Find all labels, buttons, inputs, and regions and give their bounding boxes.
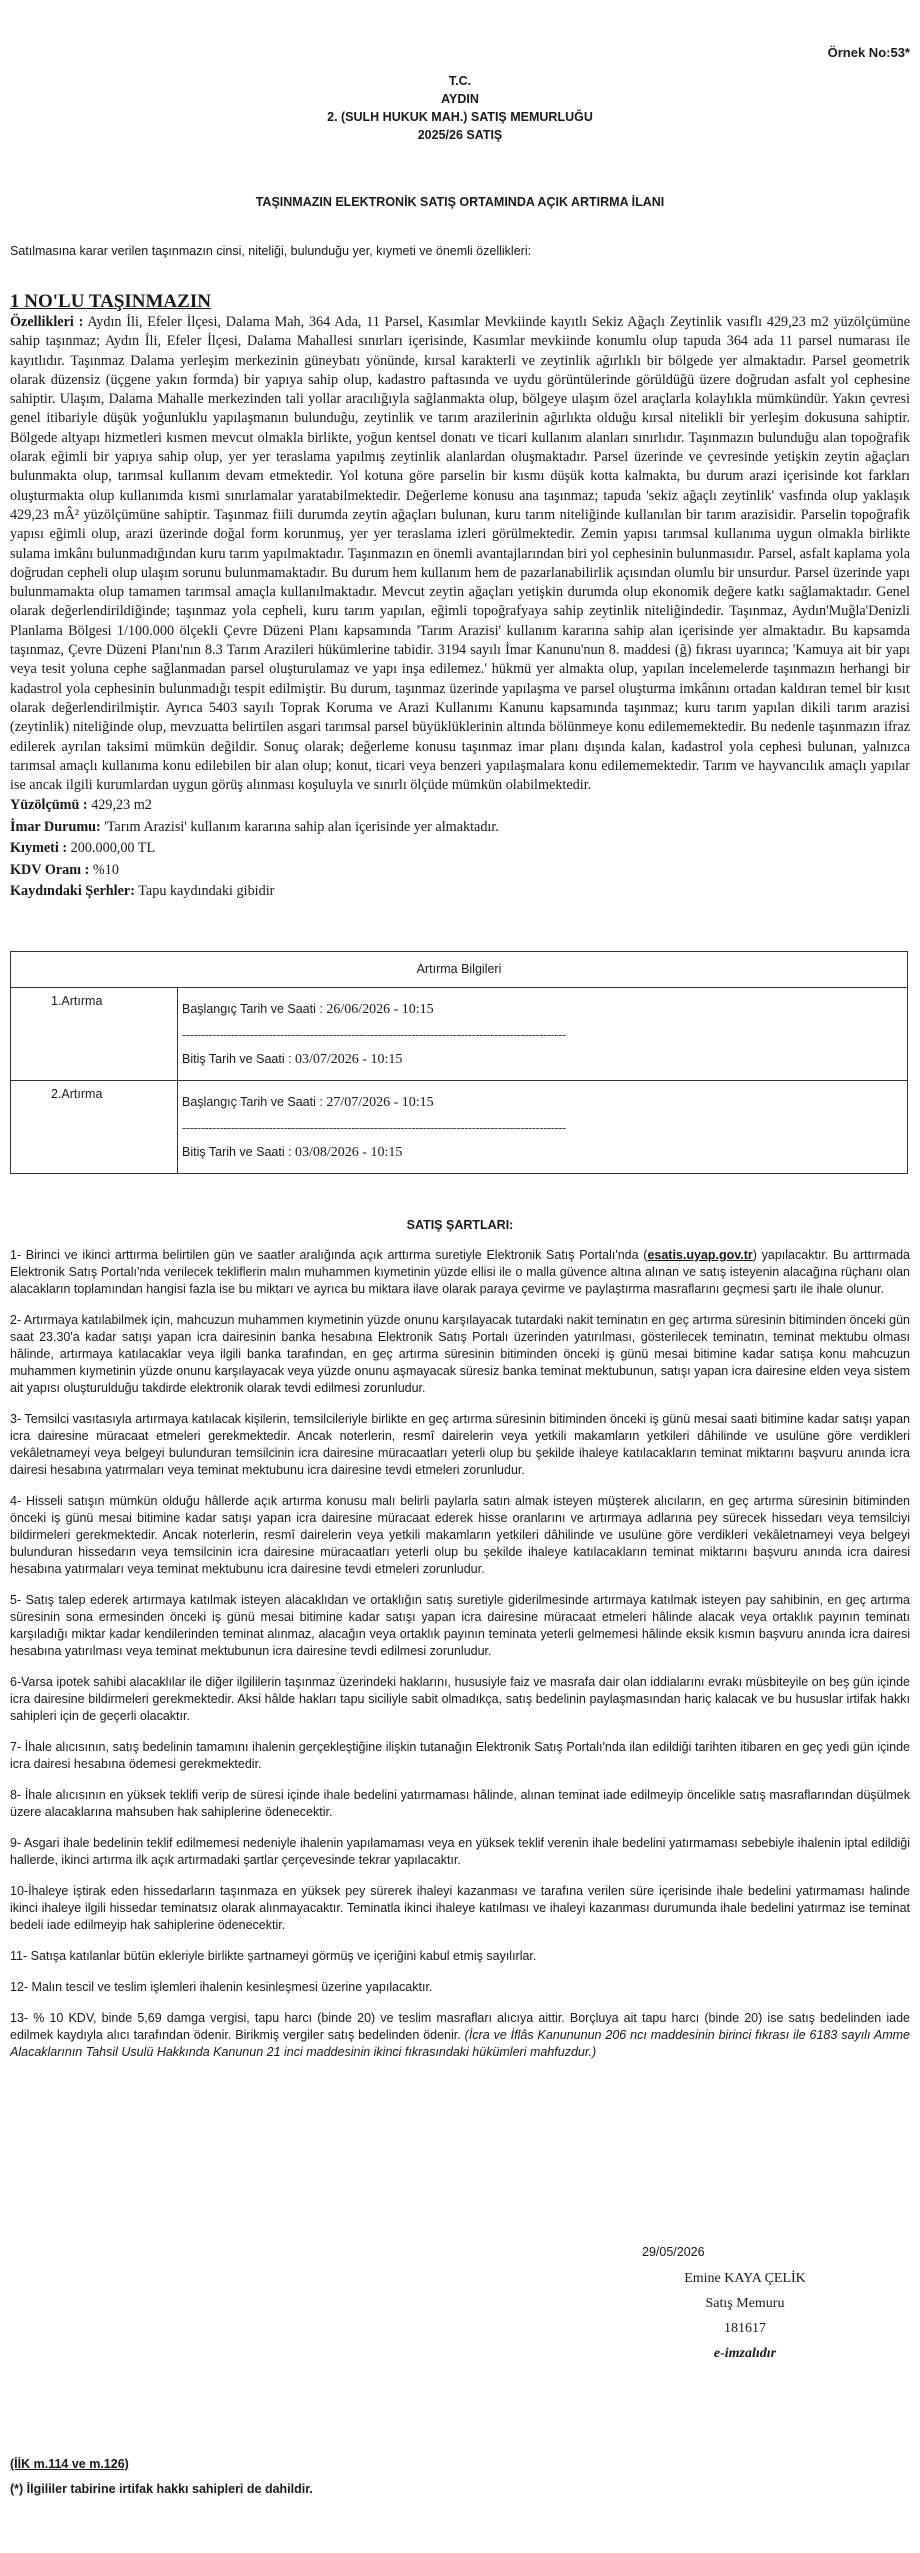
table-row (11, 987, 908, 1080)
signer-number: 181617 (724, 2321, 766, 2336)
end-date-1: 03/07/2026 - 10:15 (295, 1051, 403, 1067)
header-case-number: 2025/26 SATIŞ (417, 128, 503, 142)
start-date-2: 27/07/2026 - 10:15 (326, 1094, 434, 1110)
term-9: 9- Asgari ihale bedelinin teklif edilmemesi nedeniyle ihalenin yapılamaması veya en yüksek teklif verenin ihale bedelini yatırmaması sebebiyle ihalenin iptal edildiği hallerde, ikinci artırma ilk açık artırmadaki şartlar çerçevesinde tekrar yapılacaktır. (10, 1835, 910, 1867)
term-2: 2- Artırmaya katılabilmek için, mahcuzun muhammen kıymetinin yüzde onunu karşılayacak tutardaki nakit teminatın en geç artırma süresinin bitiminden önceki gün saat 23.30'a kadar satışı yapan icra dairesinin banka hesabına Elektronik Satış Portalı üzerinden yatırılması, gösterilecek teminatın, teminat mektubu olması hâlinde, artırmaya katılacaklar veya ilgili banka tarafından, en geç artırma süresinin bitiminden önceki iş günü mesai bitimine kadar satışa konu mahcuzun muhammen kıymetinin yüzde onunu karşılayacak veya yüzde onunu aşmayacak süresiz banka teminat mektubunun, satışı yapan icra dairesine elden veya sistem ait yapısı oluşturulduğu takdirde elektronik olarak tevdi edilmesi zorunludur. (10, 1312, 910, 1395)
divider: ------------------------------------------------------------------------------------------------------ (182, 1120, 566, 1135)
vat-label: KDV Oranı : (10, 861, 90, 878)
header-republic: T.C. (448, 74, 472, 88)
footnote: (*) İlgililer tabirine irtifak hakkı sahipleri de dahildir. (10, 2482, 313, 2496)
document-header (10, 0, 910, 144)
auction-table (10, 951, 908, 1174)
features-label: Özellikleri : (10, 314, 84, 330)
lot-features (10, 313, 910, 795)
intro-text: Satılmasına karar verilen taşınmazın cinsi, niteliği, bulunduğu yer, kıymeti ve önemli özellikleri: (10, 244, 532, 258)
term-7: 7- İhale alıcısının, satış bedelinin tamamını ihalenin gerçekleştiğine ilişkin tutanağın Elektronik Satış Portalı'nda ilan edildiği tarihten itibaren en geç yedi gün içinde icra dairesi hesabına ödemesi gerekmektedir. (10, 1739, 910, 1771)
term-1-text-end: ) yapılacaktır. Bu arttırmada Elektronik Satış Portalı'nda verilecek tekliflerin malın muhammen kıymetinin yüzde ellisi ile o malla güvence altına alınan ve satış isteyenin alacağına rüçhanı olan alacakların toplamından hangisi fazla ise bu miktarı ve ayrıca bu miktara ilave olarak paraya çevirme ve paylaştırma masraflarını geçmesi şartı ile ihale olunur. (10, 1247, 910, 1296)
encumbrance-label: Kaydındaki Şerhler: (10, 883, 135, 900)
auction-label-2: 2.Artırma (11, 1080, 178, 1173)
auction-dates-1 (178, 987, 908, 1080)
document-title: TAŞINMAZIN ELEKTRONİK SATIŞ ORTAMINDA AÇIK ARTIRMA İLANI (255, 195, 665, 209)
terms-list (10, 1247, 910, 2061)
term-13-legal-note: (İcra ve İflâs Kanununun 206 ncı maddesinin birinci fıkrası ile 6183 sayılı Amme Alacaklarının Tahsil Usulü Hakkında Kanunun 21 inci maddesinin ikinci fıkrasındaki hükümleri mahfuzdur.) (10, 2027, 910, 2059)
terms-title: SATIŞ ŞARTLARI: (406, 1217, 514, 1232)
term-4: 4- Hisseli satışın mümkün olduğu hâllerde açık artırma konusu malı belirli paylarla satın almak isteyen müşterek alıcıların, en geç artırma süresinin bitiminden önceki iş günü mesai bitimine kadar satışı yapan icra dairesine müracaat ederek hisse oranlarını ve artırmaya adlarına pey sürecek hissedarı veya temsilciyi bildirmeleri gerekmektedir. Ancak noterlerin, resmî dairelerin veya yetkili makamların yetkileri dâhilinde ve usulüne göre verdikleri vekâletnameyi veya belgeyi bulunduran hissedarın veya temsilcinin icra dairesine müracaatları yeterli olup bu şekilde ihaleye katılacakların teminat miktarını başvuru anında icra dairesi hesabına yatırmaları veya teminat mektubunu icra dairesine tevdi etmeleri zorunludur. (10, 1493, 910, 1576)
header-office: 2. (SULH HUKUK MAH.) SATIŞ MEMURLUĞU (327, 110, 593, 124)
area-value: 429,23 m2 (91, 797, 152, 814)
auction-table-header: Artırma Bilgileri (11, 951, 908, 987)
lot-value (10, 838, 910, 860)
legal-reference: (İİK m.114 ve m.126) (10, 2457, 129, 2471)
table-row (11, 1080, 908, 1173)
term-6: 6-Varsa ipotek sahibi alacaklılar ile diğer ilgililerin taşınmaz üzerindeki haklarını, hususiyle faiz ve masrafa dair olan iddialarını evrakı müsbiteyile on beş gün içinde icra dairesine bildirmeleri gerekmektedir. Aksi hâlde hakları tapu siciliyle sabit olmadıkça, satış bedelinin paylaşmasından hariç kalacak ve bu hususlar irtifak hakkı sahipleri için de geçerli olacaktır. (10, 1674, 910, 1723)
start-date-1: 26/06/2026 - 10:15 (326, 1001, 434, 1017)
term-8: 8- İhale alıcısının en yüksek teklifi verip de süresi içinde ihale bedelini yatırmaması hâlinde, alınan teminat iade edilmeyip öncelikle satış masraflarından düşülmek üzere alacaklarına mahsuben hak sahiplerine ödenecektir. (10, 1787, 910, 1819)
header-city: AYDIN (441, 92, 479, 106)
signer-name: Emine KAYA ÇELİK (684, 2271, 806, 2286)
term-1 (10, 1247, 910, 1298)
term-1-text-start: 1- Birinci ve ikinci arttırma belirtilen gün ve saatler aralığında açık arttırma suretiyle Elektronik Satış Portalı'nda ( (10, 1247, 648, 1262)
zoning-value: 'Tarım Arazisi' kullanım kararına sahip alan içerisinde yer almaktadır. (104, 818, 499, 835)
end-label: Bitiş Tarih ve Saati : (182, 1144, 292, 1159)
signature-date: 29/05/2026 (642, 2245, 705, 2259)
start-label: Başlangıç Tarih ve Saati : (182, 1094, 323, 1109)
term-12: 12- Malın tescil ve teslim işlemleri ihalenin kesinleşmesi üzerine yapılacaktır. (10, 1979, 433, 1994)
zoning-label: İmar Durumu: (10, 818, 101, 835)
features-text: Aydın İli, Efeler İlçesi, Dalama Mah, 364 Ada, 11 Parsel, Kasımlar Mevkiinde kayıtlı Sekiz Ağaçlı Zeytinlik vasıflı 429,23 m2 yüzölçümüne sahip taşınmaz; Aydın İli, Efeler İlçesi, Dalama Mahallesi sınırları içerisinde, Kasımlar mevkiinde konumlu olup tapuda 364 ada 11 parsel numarası ile kayıtlıdır. Taşınmaz Dalama yerleşim merkezinin güneybatı yönünde, kırsal karakterli ve zeytinlik ağırlıklı bir bölgede yer almaktadır. Parsel geometrik olarak düzensiz (üçgene yakın formda) bir yapıya sahip olup, kadastro paftasında ve uydu görüntülerinde görüldüğü üzere doğrudan asfalt yol cephesine sahiptir. Ulaşım, Dalama Mahalle merkezinden tali yollar aracılığıyla sağlanmakta olup, bölgeye ulaşım özel araçlarla kolaylıkla mümkündür. Yakın çevresi genel itibariyle düşük yoğunluklu yapılaşmanın bulunduğu, zeytinlik ve tarım arazilerinin ağırlıkta olduğu kırsal nitelikli bir yerleşim dokusuna sahiptir. Bölgede altyapı hizmetleri kısmen mevcut olmakla birlikte, yoğun kentsel donatı ve ticari kullanım alanları sınırlıdır. Taşınmazın bulunduğu alan topoğrafik olarak eğimli bir yapıya sahip olup, yer yer teraslama yapılmış zeytinlik alanlardan oluşmaktadır. Parsel üzerinde ve çevresinde yetişkin zeytin ağaçları bulunmakta olup, tarımsal kullanım devam etmektedir. Yol kotuna göre parselin bir kısmı düşük kotta kalmakta, bu durum arazi içerisinde kot farkları oluşturmakta olup kullanımda kısmi sınırlamalar yaratabilmektedir. Değerleme konusu ana taşınmaz; tapuda 'sekiz ağaçlı zeytinlik' vasfında olup yaklaşık 429,23 mÂ² yüzölçümüne sahiptir. Taşınmaz fiili durumda zeytin ağaçları bulunan, kuru tarım niteliğinde kullanılan bir tarım arazisidir. Parselin topoğrafik yapısı eğimli olup, arazi üzerinde doğal form korunmuş, yer yer teraslama izleri görülmektedir. Zemin yapısı tarımsal kullanıma uygun olmakla birlikte sulama imkânı bulunmadığından kuru tarım yapılmaktadır. Taşınmazın en önemli avantajlarından biri yol cephesinin bulunmasıdır. Parsel, asfalt kaplama yola doğrudan cepheli olup ulaşım sorunu bulunmamaktadır. Bu durum hem kullanım hem de pazarlanabilirlik açısından olumlu bir unsurdur. Parsel üzerinde yapı bulunmamakta olup tamamen tarımsal amaçla kullanılmaktadır. Mevcut zeytin ağaçları yetişkin durumda olup ekonomik değere katkı sağlamaktadır. Genel olarak değerlendirildiğinde; taşınmaz yola cepheli, kuru tarım yapılan, eğimli topoğrafyaya sahip zeytinlik niteliğindedir. Taşınmaz, Aydın'Muğla'Denizli Planlama Bölgesi 1/100.000 ölçekli Çevre Düzeni Planı kapsamında 'Tarım Arazisi' kullanım kararına sahip alan içerisinde yer almaktadır. Bu kapsamda taşınmaz, Çevre Düzeni Planı'nın 8.3 Tarım Arazileri hükümlerine tabidir. 3194 sayılı İmar Kanunu'nun 8. maddesi (ğ) fıkrası uyarınca; 'Kamuya ait bir yapı veya tesit yoluna cephe sağlanmadan parsel oluşturulamaz ve yapı inşa edilemez.' hükmü yer almakta olup, yapılan incelemelerde taşınmazın herhangi bir kadastrol yola cephesinin bulunmadığı tespit edilmiştir. Bu durum, taşınmaz üzerinde yapılaşma ve parsel oluşturma imkânını ortadan kaldıran temel bir kısıt olarak değerlendirilmiştir. Ayrıca 5403 sayılı Toprak Koruma ve Arazi Kullanımı Kanunu kapsamında taşınmaz; kuru tarım yapılan dikili tarım arazisi (zeytinlik) niteliğinde olup, mevzuatta belirtilen asgari tarımsal parsel büyüklüklerinin altında bölünmeye konu edilememektedir. Bu nedenle taşınmazın ifraz edilerek ayrılan taksimi mümkün değildir. Sonuç olarak; değerleme konusu taşınmaz imar planı dışında kalan, kadastrol yola cephesi bulunan, yalnızca tarımsal amaçlı kullanıma konu edilebilen bir alan olup; konut, ticari veya benzeri yapılaşmalara konu edilememektedir. Tarım ve hayvancılık amaçlı yapılar ise ancak ilgili kurumlardan uygun görüş alınması koşuluyla ve sınırlı ölçüde mümkün olabilmektedir. (10, 314, 910, 794)
auction-dates-2 (178, 1080, 908, 1173)
term-13 (10, 2010, 910, 2061)
term-5: 5- Satış talep ederek artırmaya katılmak isteyen alacaklıdan ve ortaklığın satış suretiyle giderilmesinde artırmaya katılmak isteyen pay sahibinin, en geç artırma süresinin sona ermesinden önceki iş günü mesai bitimine kadar satışı yapan icra dairesine müracaat etmeleri hâlinde alacak veya ortaklık payının teminatı karşıladığı miktar kadar kendilerinden teminat alınmaz, alacağın veya ortaklık payının teminata yeterli gelmemesi hâlinde eksik kısmın başvuru anında icra dairesi hesabına yatırılması veya teminat mektubunun icra dairesine tevdi edilmesi zorunludur. (10, 1592, 910, 1658)
footer-notes (10, 2452, 313, 2502)
lot-encumbrance (10, 881, 910, 903)
divider: ------------------------------------------------------------------------------------------------------ (182, 1027, 566, 1042)
start-label: Başlangıç Tarih ve Saati : (182, 1001, 323, 1016)
value-amount: 200.000,00 TL (70, 840, 156, 857)
auction-label-1: 1.Artırma (11, 987, 178, 1080)
term-3: 3- Temsilci vasıtasıyla artırmaya katılacak kişilerin, temsilcileriyle birlikte en geç artırma süresinin bitiminden önceki iş günü mesai saati bitimine kadar satışı yapan icra dairesine müracaat etmeleri gerekmektedir. Ancak noterlerin, resmî dairelerin veya yetkili makamların yetkileri dâhilinde ve usulüne göre verdikleri vekâletnameyi veya belgeyi bulunduran temsilcinin icra dairesine müracaatları yeterli olup bu şekilde ihaleye katılacakların teminat miktarını başvuru anında icra dairesi hesabına yatırmaları veya teminat mektubunu icra dairesine tevdi etmeleri zorunludur. (10, 1411, 910, 1477)
vat-value: %10 (92, 861, 119, 878)
term-10: 10-İhaleye iştirak eden hissedarların taşınmaza en yüksek pey sürerek ihaleyi kazanması ve tarafına verilen süre içerisinde ihale bedelini yatırmaması halinde ikinci ihaleye ilgili hissedar teminatsız olarak alınmayacaktır. Teminatla ikinci ihaleye katılması ve ihaleyi kazanması durumunda ihale bedelini yatırmaz ise teminat bedeli iade edilmeyip hak sahiplerine ödenecektir. (10, 1883, 910, 1932)
e-signature-note: e-imzalıdır (713, 2346, 777, 2361)
form-number: Örnek No:53* (827, 45, 910, 60)
term-11: 11- Satışa katılanlar bütün ekleriyle birlikte şartnameyi görmüş ve içeriğini kabul etmiş sayılırlar. (10, 1948, 537, 1963)
end-date-2: 03/08/2026 - 10:15 (295, 1144, 403, 1160)
lot-heading: 1 NO'LU TAŞINMAZIN (10, 291, 211, 312)
end-label: Bitiş Tarih ve Saati : (182, 1051, 292, 1066)
area-label: Yüzölçümü : (10, 797, 88, 814)
lot-area (10, 795, 910, 817)
value-label: Kıymeti : (10, 840, 68, 857)
esatis-link[interactable]: esatis.uyap.gov.tr (647, 1247, 753, 1262)
encumbrance-value: Tapu kaydındaki gibidir (138, 883, 275, 900)
term-13-text: 13- % 10 KDV, binde 5,69 damga vergisi, tapu harcı (binde 20) ve teslim masrafları alıcıya aittir. Borçluya ait tapu harcı (binde 20) ise satış bedelinden iade edilmek kaydıyla alıcı tarafından ödenir. Birikmiş vergiler satış bedelinden ödenir. (10, 2010, 910, 2042)
lot-vat (10, 860, 910, 882)
lot-zoning (10, 817, 910, 839)
signer-role: Satış Memuru (705, 2296, 785, 2311)
